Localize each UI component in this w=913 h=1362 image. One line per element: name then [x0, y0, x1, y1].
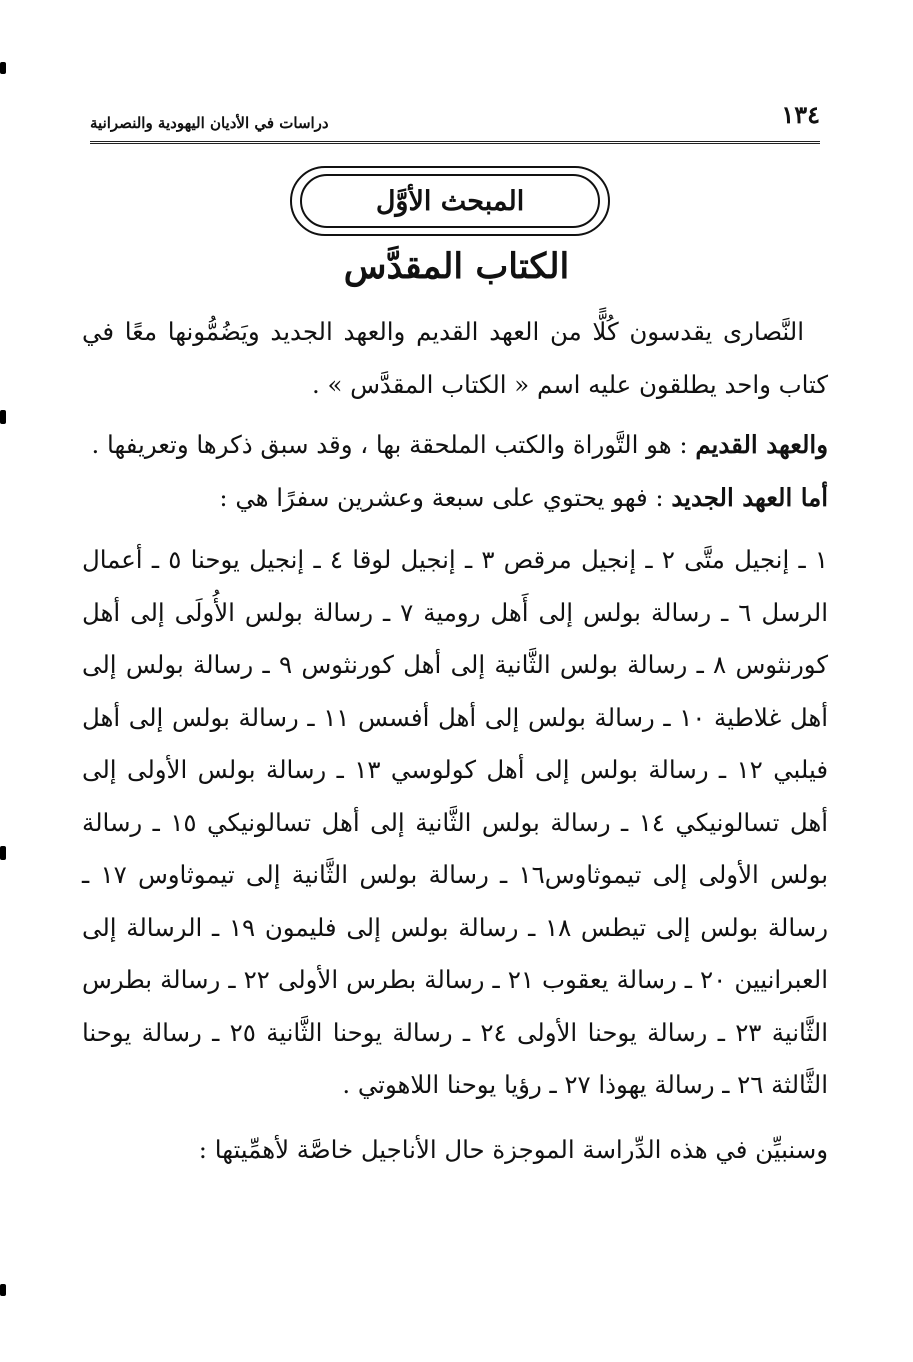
closing-paragraph: وسنبيِّن في هذه الدِّراسة الموجزة حال الأناجيل خاصَّة لأهمِّيتها :: [198, 1134, 828, 1164]
chapter-title: الكتاب المقدَّس: [343, 246, 570, 287]
page-header: [90, 100, 820, 138]
section-heading: المبحث الأوَّل: [375, 185, 525, 217]
intro-paragraph: النَّصارى يقدسون كُلًّا من العهد القديم والعهد الجديد ويَضُمُّونها معًا في كتاب واحد يطلقون عليه اسم « الكتاب المقدَّس » .: [82, 317, 828, 399]
scan-edge-mark: [0, 846, 6, 860]
new-testament-paragraph: [82, 472, 828, 525]
scan-edge-mark: [0, 1284, 6, 1296]
old-testament-paragraph: [82, 419, 828, 472]
new-testament-definition: : فهو يحتوي على سبعة وعشرين سفرًا هي :: [219, 482, 672, 512]
old-testament-term: والعهد القديم: [695, 430, 828, 459]
running-title: دراسات في الأديان اليهودية والنصرانية: [90, 114, 329, 132]
old-testament-definition: : هو التَّوراة والكتب الملحقة بها ، وقد سبق ذكرها وتعريفها .: [91, 430, 696, 459]
section-heading-inner-frame: [300, 174, 600, 228]
scan-edge-mark: [0, 410, 6, 424]
new-testament-term: أما العهد الجديد: [671, 482, 828, 512]
scan-edge-mark: [0, 62, 6, 74]
body-text: [82, 306, 828, 1176]
header-rule: [90, 141, 820, 144]
section-heading-frame: [290, 166, 610, 236]
page-number: ١٣٤: [781, 100, 820, 129]
books-list-paragraph: ١ ـ إنجيل متَّى ٢ ـ إنجيل مرقص ٣ ـ إنجيل لوقا ٤ ـ إنجيل يوحنا ٥ ـ أعمال الرسل ٦ ـ رسالة بولس إلى أَهل رومية ٧ ـ رسالة بولس الأُولَى إلى أهل كورنثوس ٨ ـ رسالة بولس الثَّانية إلى أهل كورنثوس ٩ ـ رسالة بولس إلى أهل غلاطية ١٠ ـ رسالة بولس إلى أهل أفسس ١١ ـ رسالة بولس إلى أهل فيلبي ١٢ ـ رسالة بولس إلى أهل كولوسي ١٣ ـ رسالة بولس الأولى إلى أهل تسالونيكي ١٤ ـ رسالة بولس الثَّانية إلى أهل تسالونيكي ١٥ ـ رسالة بولس الأولى إلى تيموثاوس١٦ ـ رسالة بولس الثَّانية إلى تيموثاوس ١٧ ـ رسالة بولس إلى تيطس ١٨ ـ رسالة بولس إلى فليمون ١٩ ـ الرسالة إلى العبرانيين ٢٠ ـ رسالة يعقوب ٢١ ـ رسالة بطرس الأولى ٢٢ ـ رسالة بطرس الثَّانية ٢٣ ـ رسالة يوحنا الأولى ٢٤ ـ رسالة يوحنا الثَّانية ٢٥ ـ رسالة يوحنا الثَّالثة ٢٦ ـ رسالة يهوذا ٢٧ ـ رؤيا يوحنا اللاهوتي .: [82, 545, 828, 1099]
